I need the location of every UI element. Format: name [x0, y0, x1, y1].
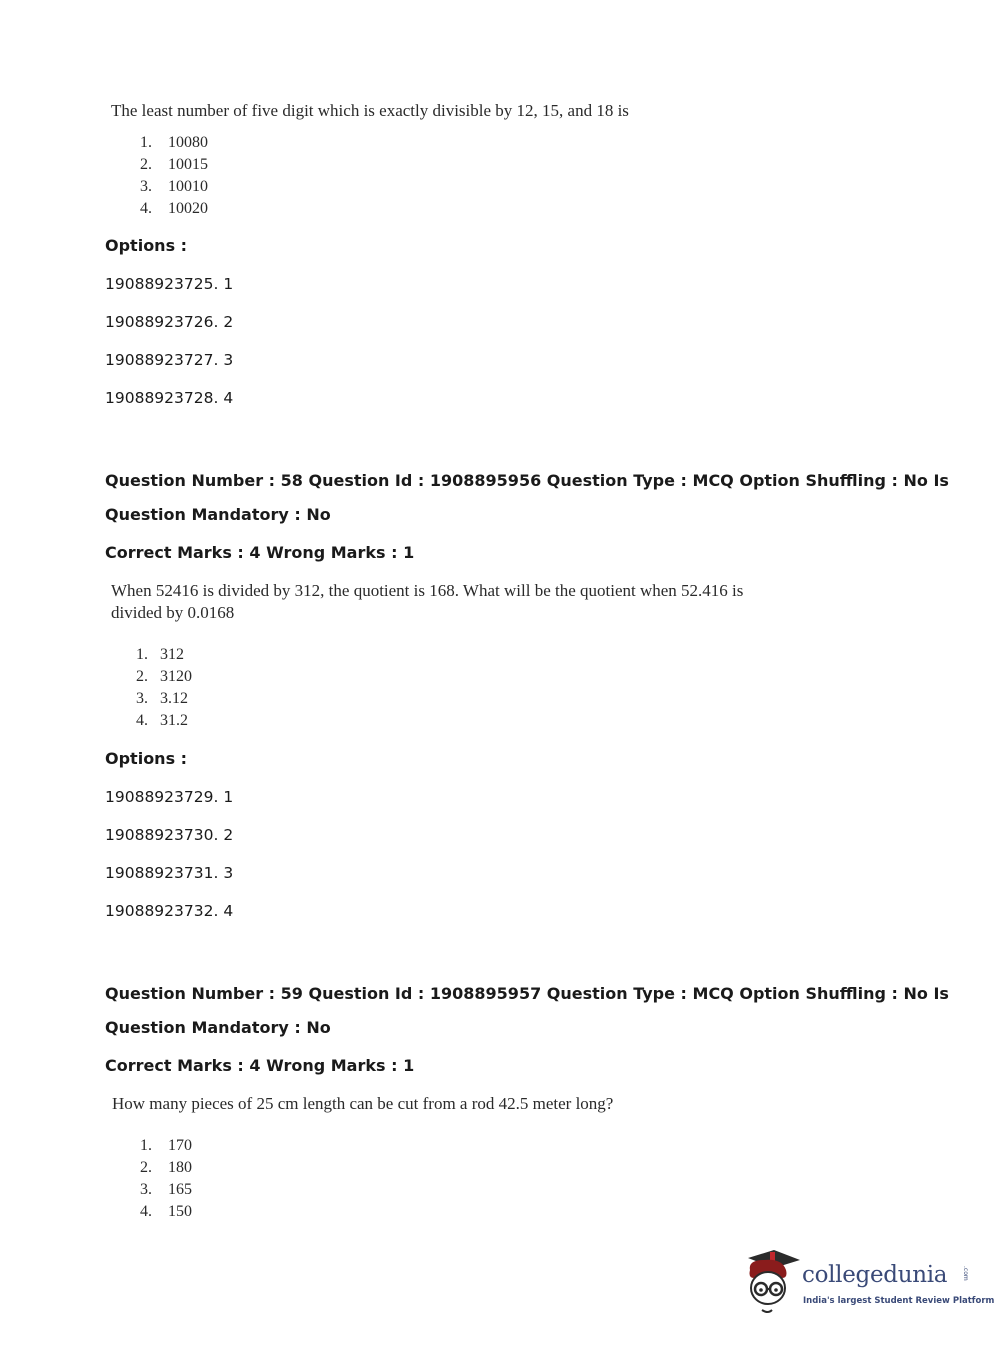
- question-58-text-line2: divided by 0.0168: [111, 603, 235, 622]
- choice-item: 1. 312: [136, 646, 184, 663]
- question-59-header: Question Number : 59 Question Id : 1908895957 Question Type : MCQ Option Shuffling : No Is: [105, 984, 949, 1003]
- question-58-marks: Correct Marks : 4 Wrong Marks : 1: [105, 543, 415, 562]
- logo-wordmark: collegedunia: [802, 1262, 948, 1288]
- question-57-text: The least number of five digit which is exactly divisible by 12, 15, and 18 is: [111, 101, 629, 120]
- options-label: Options :: [105, 236, 188, 255]
- question-58-header: Question Number : 58 Question Id : 1908895956 Question Type : MCQ Option Shuffling : No Is: [105, 471, 949, 490]
- option-id: 19088923731. 3: [105, 864, 234, 882]
- collegedunia-logo: [742, 1248, 995, 1314]
- options-label: Options :: [105, 749, 188, 768]
- logo-tagline: India's largest Student Review Platform: [803, 1296, 995, 1306]
- question-57-choices: [140, 132, 208, 220]
- option-id: 19088923732. 4: [105, 902, 234, 920]
- choice-item: 4. 31.2: [136, 712, 188, 729]
- choice-item: 3. 10010: [140, 178, 208, 195]
- question-58-choices: [136, 644, 192, 732]
- choice-item: 4. 150: [140, 1203, 192, 1220]
- choice-item: 3. 3.12: [136, 690, 188, 707]
- choice-item: 2. 10015: [140, 156, 208, 173]
- choice-item: 1. 170: [140, 1137, 192, 1154]
- choice-item: 4. 10020: [140, 200, 208, 217]
- option-id: 19088923727. 3: [105, 351, 234, 369]
- logo-com: .com: [962, 1266, 969, 1281]
- question-59-choices: [140, 1135, 192, 1223]
- question-59-marks: Correct Marks : 4 Wrong Marks : 1: [105, 1056, 415, 1075]
- question-58-mandatory: Question Mandatory : No: [105, 505, 331, 524]
- option-id: 19088923729. 1: [105, 788, 234, 806]
- choice-item: 2. 3120: [136, 668, 192, 685]
- option-id: 19088923726. 2: [105, 313, 234, 331]
- mascot-icon: [742, 1248, 802, 1314]
- option-id: 19088923728. 4: [105, 389, 234, 407]
- option-id: 19088923725. 1: [105, 275, 234, 293]
- question-59-mandatory: Question Mandatory : No: [105, 1018, 331, 1037]
- choice-item: 1. 10080: [140, 134, 208, 151]
- choice-item: 2. 180: [140, 1159, 192, 1176]
- choice-item: 3. 165: [140, 1181, 192, 1198]
- option-id: 19088923730. 2: [105, 826, 234, 844]
- question-58-text-line1: When 52416 is divided by 312, the quotient is 168. What will be the quotient when 52.416 is: [111, 581, 744, 600]
- question-59-text: How many pieces of 25 cm length can be cut from a rod 42.5 meter long?: [112, 1094, 614, 1113]
